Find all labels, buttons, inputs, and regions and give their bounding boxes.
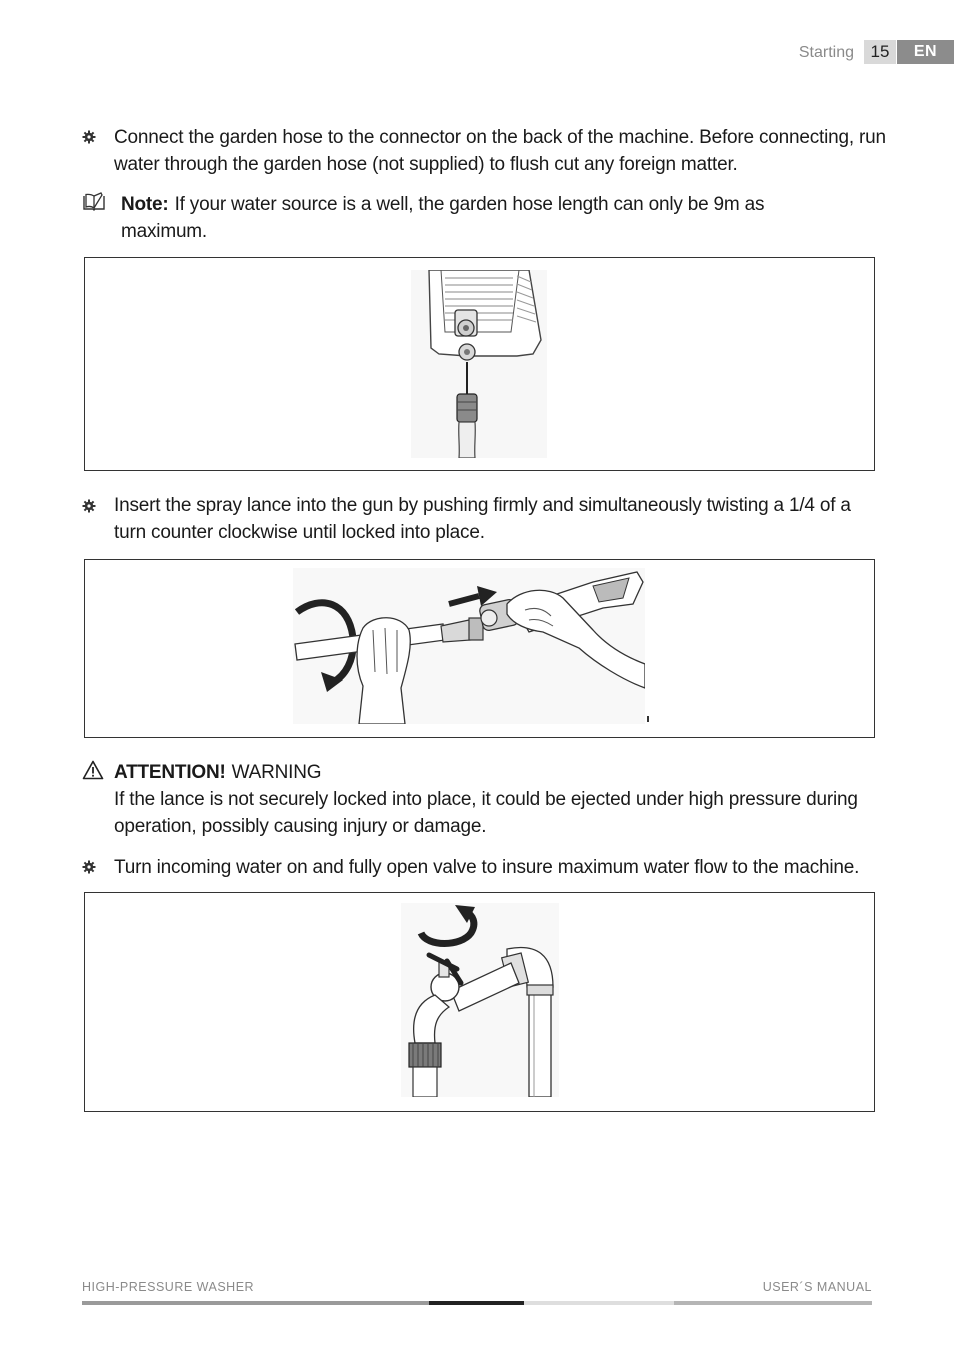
language-tab: EN (897, 40, 954, 64)
step-turn-water-line1: Turn incoming water on and fully open valve to insure maximum water flow to the machine. (114, 857, 860, 878)
step-insert-lance-line2: turn counter clockwise until locked into place. (114, 522, 485, 543)
attention-line1: If the lance is not securely locked into place, it could be ejected under high pressure during (114, 789, 858, 810)
gear-bullet-icon (82, 860, 96, 874)
figure-water-tap (84, 892, 875, 1112)
step-connect-hose-line1: Connect the garden hose to the connector on the back of the machine. Before connecting, run (114, 127, 886, 148)
step-connect-hose (114, 124, 894, 178)
water-tap-illustration (401, 903, 559, 1097)
attention-sublabel: WARNING (231, 762, 322, 783)
machine-hose-illustration (411, 270, 547, 458)
note-block (121, 191, 881, 245)
figure-mark (647, 716, 649, 722)
attention-line2: operation, possibly causing injury or damage. (114, 816, 487, 837)
step-insert-lance-line1: Insert the spray lance into the gun by pushing firmly and simultaneously twisting a 1/4 of a (114, 495, 851, 516)
footer-product-name: HIGH-PRESSURE WASHER (82, 1280, 255, 1294)
footer-divider (82, 1301, 872, 1305)
note-line2: maximum. (121, 221, 208, 242)
figure-lance-insertion (84, 559, 875, 738)
page-number: 15 (864, 40, 896, 64)
step-connect-hose-line2: water through the garden hose (not supplied) to flush cut any foreign matter. (114, 154, 738, 175)
attention-label: ATTENTION! (114, 762, 226, 783)
gear-bullet-icon (82, 130, 96, 144)
note-line1: If your water source is a well, the garden hose length can only be 9m as (174, 194, 765, 215)
figure-hose-connection (84, 257, 875, 471)
note-label: Note: (121, 194, 169, 215)
lance-gun-illustration (293, 568, 645, 724)
footer-document-title: USER´S MANUAL (762, 1280, 872, 1294)
attention-block (114, 759, 894, 840)
book-note-icon (82, 192, 106, 212)
section-title: Starting (798, 44, 854, 61)
step-insert-lance (114, 492, 894, 546)
gear-bullet-icon (82, 499, 96, 513)
warning-triangle-icon (82, 760, 104, 780)
step-turn-water (114, 854, 914, 881)
